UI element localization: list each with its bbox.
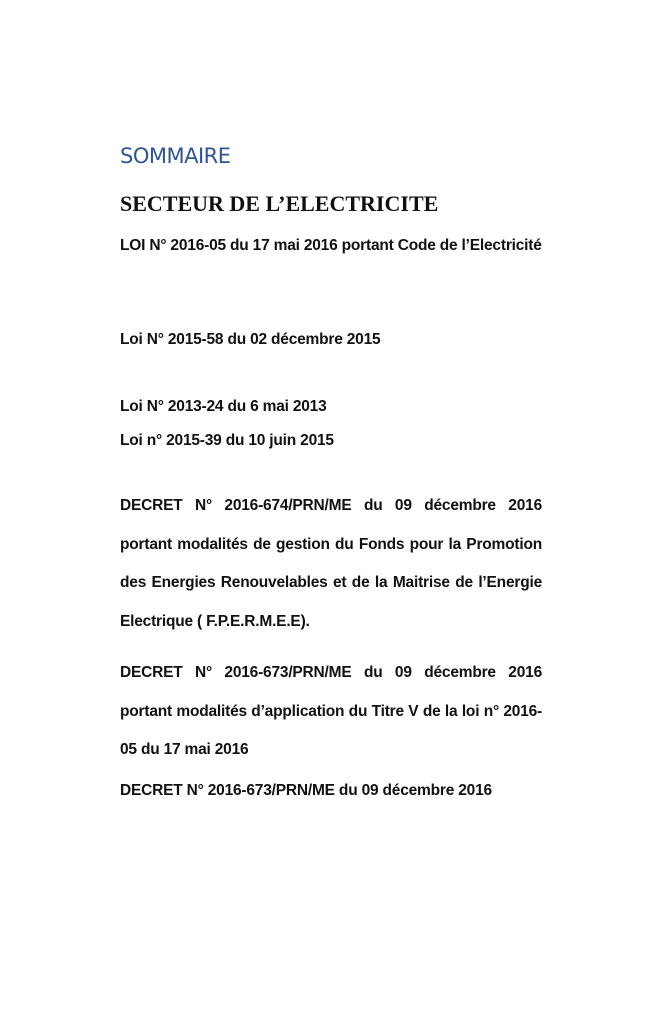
list-item: LOI N° 2016-05 du 17 mai 2016 portant Code de l’Electricité bbox=[120, 237, 542, 254]
summary-title: SOMMAIRE bbox=[120, 144, 231, 168]
list-item: DECRET N° 2016-674/PRN/ME du 09 décembre 2016 portant modalités de gestion du Fonds pour la Promotion des Energies Renouvelables et de la Maitrise de l’Energie Electrique ( F.P.E.R.M.E.E). bbox=[120, 497, 542, 630]
list-item: Loi n° 2015-39 du 10 juin 2015 bbox=[120, 432, 334, 449]
list-item: DECRET N° 2016-673/PRN/ME du 09 décembre 2016 portant modalités d’application du Titre V de la loi n° 2016-05 du 17 mai 2016 bbox=[120, 664, 542, 758]
list-item: DECRET N° 2016-673/PRN/ME du 09 décembre 2016 bbox=[120, 782, 492, 799]
list-item: Loi N° 2015-58 du 02 décembre 2015 bbox=[120, 331, 381, 348]
sector-heading: SECTEUR DE L’ELECTRICITE bbox=[120, 191, 439, 216]
list-item: Loi N° 2013-24 du 6 mai 2013 bbox=[120, 398, 327, 415]
